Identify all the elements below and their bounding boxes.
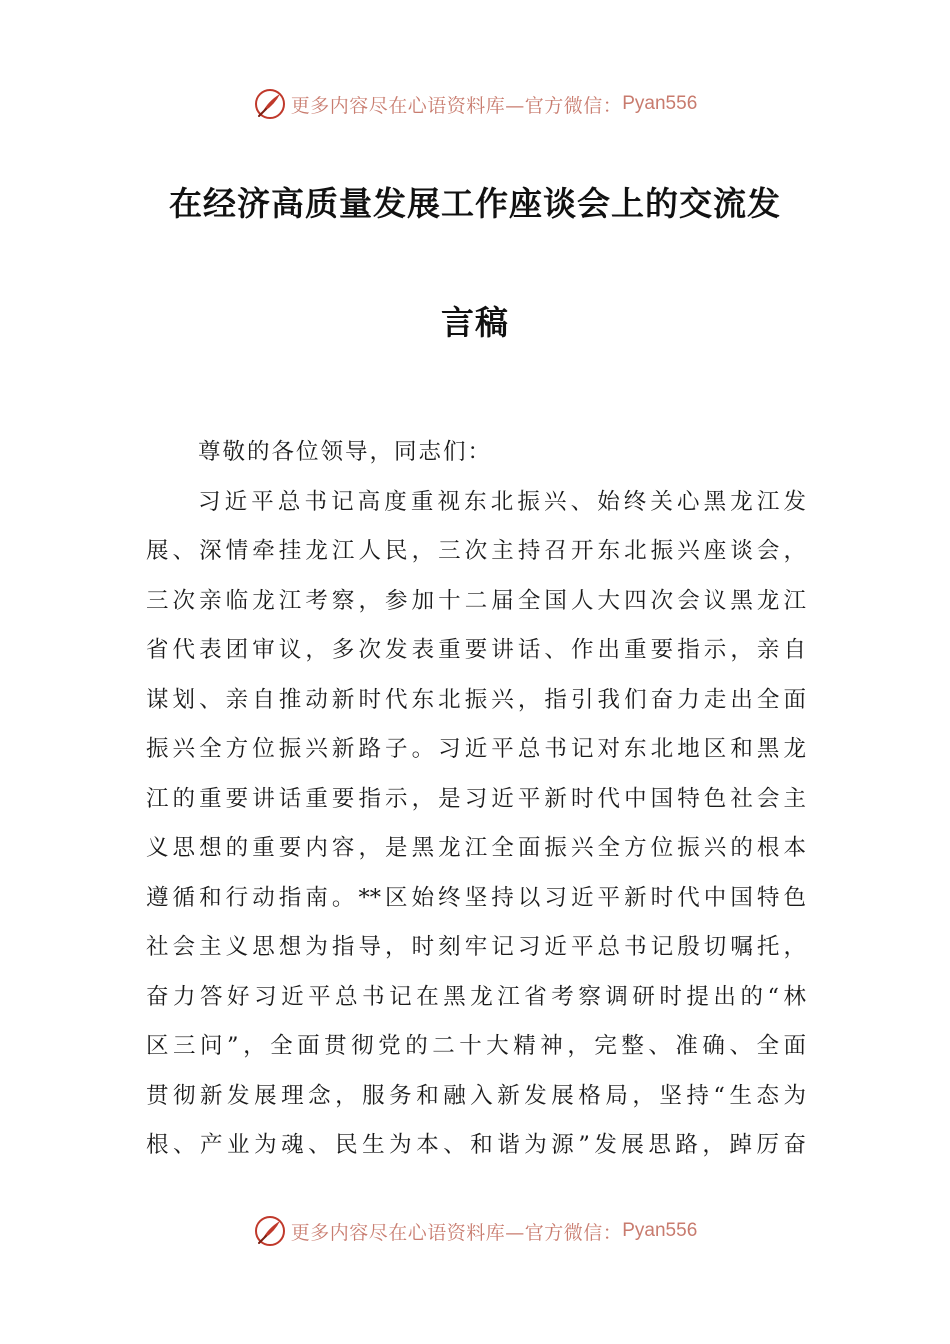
banner-wechat-id: Pyan556	[622, 1220, 698, 1241]
paragraph-line: 省代表团审议，多次发表重要讲话、作出重要指示，亲自	[146, 637, 806, 663]
quill-logo-icon	[253, 87, 287, 121]
paragraph-line: 根、产业为魂、民生为本、和谐为源”发展思路，踔厉奋	[146, 1132, 806, 1158]
document-title-line-1: 在经济高质量发展工作座谈会上的交流发	[169, 184, 781, 223]
header-banner	[0, 84, 950, 124]
banner-text: 更多内容尽在心语资料库—官方微信：	[290, 94, 623, 117]
paragraph-line: 义思想的重要内容，是黑龙江全面振兴全方位振兴的根本	[146, 835, 806, 861]
paragraph-line: 三次亲临龙江考察，参加十二届全国人大四次会议黑龙江	[146, 587, 806, 614]
paragraph-line: 区三问”，全面贯彻党的二十大精神，完整、准确、全面	[146, 1033, 806, 1059]
salutation: 尊敬的各位领导，同志们：	[198, 439, 493, 465]
paragraph-line: 展、深情牵挂龙江人民，三次主持召开东北振兴座谈会，	[146, 538, 806, 564]
paragraph-line: 奋力答好习近平总书记在黑龙江省考察调研时提出的“林	[146, 983, 806, 1010]
document-title-line-2: 言稿	[441, 303, 509, 342]
paragraph-line: 振兴全方位振兴新路子。习近平总书记对东北地区和黑龙	[146, 736, 806, 762]
paragraph-line: 贯彻新发展理念，服务和融入新发展格局，坚持“生态为	[146, 1082, 806, 1109]
footer-banner	[0, 1211, 950, 1251]
paragraph-line: 谋划、亲自推动新时代东北振兴，指引我们奋力走出全面	[146, 686, 806, 713]
paragraph-line: 江的重要讲话重要指示，是习近平新时代中国特色社会主	[146, 785, 806, 812]
document-body	[146, 428, 806, 1171]
paragraph-line: 遵循和行动指南。**区始终坚持以习近平新时代中国特色	[146, 884, 806, 911]
paragraph-line: 社会主义思想为指导，时刻牢记习近平总书记殷切嘱托，	[146, 934, 806, 960]
banner-wechat-id: Pyan556	[622, 93, 698, 114]
banner-text: 更多内容尽在心语资料库—官方微信：	[290, 1221, 623, 1244]
quill-logo-icon	[253, 1214, 287, 1248]
paragraph-line: 习近平总书记高度重视东北振兴、始终关心黑龙江发	[198, 488, 806, 515]
